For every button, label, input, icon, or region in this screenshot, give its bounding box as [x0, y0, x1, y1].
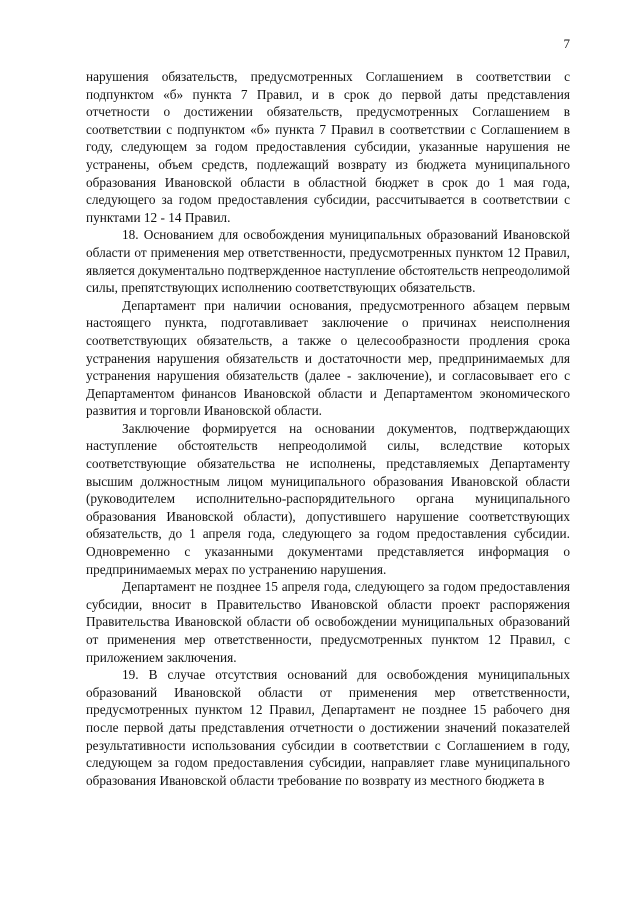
- paragraph-continuation: нарушения обязательств, предусмотренных Соглашением в соответствии с подпунктом «б» пункта 7 Правил, и в срок до первой даты представления отчетности о достижении обязательств, предусмотренных Соглашением в соответствии с подпунктом «б» пункта 7 Правил в соответствии с Соглашением в году, следующем за годом предоставления субсидии, указанные нарушения не устранены, объем средств, подлежащий возврату из бюджета муниципального образования Ивановской области в областной бюджет в срок до 1 мая года, следующего за годом предоставления субсидии, рассчитывается в соответствии с пунктами 12 - 14 Правил.: [86, 69, 570, 225]
- paragraph-conclusion-formation: Заключение формируется на основании документов, подтверждающих наступление обстоятельств непреодолимой силы, вследствие которых соответствующие обязательства не исполнены, представляемых Департаменту высшим должностным лицом муниципального образования Ивановской области (руководителем исполнительно-распорядительного органа муниципального образования Ивановской области), допустившего нарушение соответствующих обязательств, до 1 апреля года, следующего за годом предоставления субсидии. Одновременно с указанными документами представляется информация о предпринимаемых мерах по устранению нарушения.: [86, 420, 570, 577]
- paragraph-18: 18. Основанием для освобождения муниципальных образований Ивановской области от применения мер ответственности, предусмотренных пунктом 12 Правил, является документально подтвержденное наступление обстоятельств непреодолимой силы, препятствующих исполнению соответствующих обязательств.: [86, 227, 571, 296]
- paragraph-department-conclusion: Департамент при наличии основания, предусмотренного абзацем первым настоящего пункта, подготавливает заключение о причинах неисполнения соответствующих обязательств, а также о целесообразности продления срока устранения нарушения обязательств и достаточности мер, предпринимаемых для устранения нарушения обязательств (далее - заключение), и согласовывает его с Департаментом финансов Ивановской области и Департаментом экономического развития и торговли Ивановской области.: [86, 297, 570, 419]
- paragraph-government-draft: Департамент не позднее 15 апреля года, следующего за годом предоставления субсидии, вносит в Правительство Ивановской области проект распоряжения Правительства Ивановской области об освобождении муниципальных образований от применения мер ответственности, предусмотренных пунктом 12 Правил, с приложением заключения.: [86, 579, 570, 665]
- page-number: 7: [563, 36, 570, 51]
- paragraph-19: 19. В случае отсутствия оснований для освобождения муниципальных образований Ивановской области от применения мер ответственности, предусмотренных пунктом 12 Правил, Департамент не позднее 15 рабочего дня после первой даты представления отчетности о достижении значений показателей результативности использования субсидии в соответствии с Соглашением в году, следующем за годом предоставления субсидии, направляет главе муниципального образования Ивановской области требование по возврату из местного бюджета в: [86, 667, 570, 788]
- document-body: [86, 68, 570, 789]
